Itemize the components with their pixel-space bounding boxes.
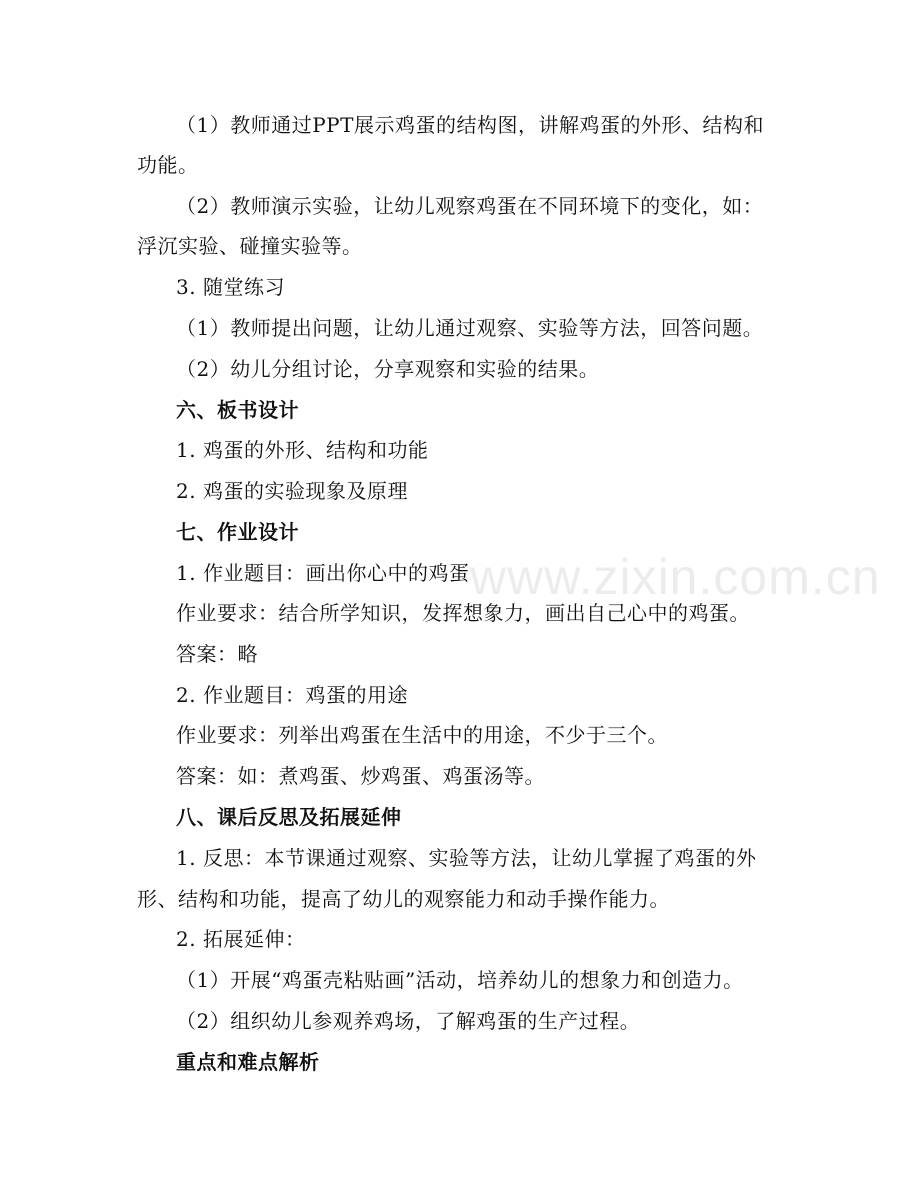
section-heading: 七、作业设计 [176, 520, 299, 544]
watermark: www.zixin.com.cn [470, 549, 881, 605]
paragraph-line: 浮沉实验、碰撞实验等。 [137, 234, 363, 258]
paragraph-line: （1）教师通过PPT展示鸡蛋的结构图，讲解鸡蛋的外形、结构和 [176, 113, 764, 137]
paragraph-line: 作业要求：结合所学知识，发挥想象力，画出自己心中的鸡蛋。 [176, 601, 750, 625]
paragraph-line: 1. 反思：本节课通过观察、实验等方法，让幼儿掌握了鸡蛋的外 [176, 846, 757, 870]
paragraph-line: 功能。 [137, 153, 199, 177]
paragraph-line: 答案：如：煮鸡蛋、炒鸡蛋、鸡蛋汤等。 [176, 764, 545, 788]
paragraph-line: （2）幼儿分组讨论，分享观察和实验的结果。 [176, 357, 600, 381]
paragraph-line: 形、结构和功能，提高了幼儿的观察能力和动手操作能力。 [137, 887, 670, 911]
list-item: 2. 拓展延伸： [176, 927, 306, 951]
list-item: 1. 作业题目：画出你心中的鸡蛋 [176, 561, 470, 585]
list-item: 2. 鸡蛋的实验现象及原理 [176, 479, 408, 503]
section-heading: 重点和难点解析 [176, 1050, 320, 1074]
subsection-title: 3. 随堂练习 [176, 275, 285, 299]
paragraph-line: （1）开展“鸡蛋壳粘贴画”活动，培养幼儿的想象力和创造力。 [176, 968, 744, 992]
list-item: 1. 鸡蛋的外形、结构和功能 [176, 438, 429, 462]
paragraph-line: 答案：略 [176, 642, 258, 666]
paragraph-line: 作业要求：列举出鸡蛋在生活中的用途，不少于三个。 [176, 723, 668, 747]
paragraph-line: （2）组织幼儿参观养鸡场，了解鸡蛋的生产过程。 [176, 1009, 641, 1033]
list-item: 2. 作业题目：鸡蛋的用途 [176, 683, 408, 707]
section-heading: 六、板书设计 [176, 398, 299, 422]
paragraph-line: （1）教师提出问题，让幼儿通过观察、实验等方法，回答问题。 [176, 316, 764, 340]
section-heading: 八、课后反思及拓展延伸 [176, 805, 402, 829]
paragraph-line: （2）教师演示实验，让幼儿观察鸡蛋在不同环境下的变化，如： [176, 194, 764, 218]
